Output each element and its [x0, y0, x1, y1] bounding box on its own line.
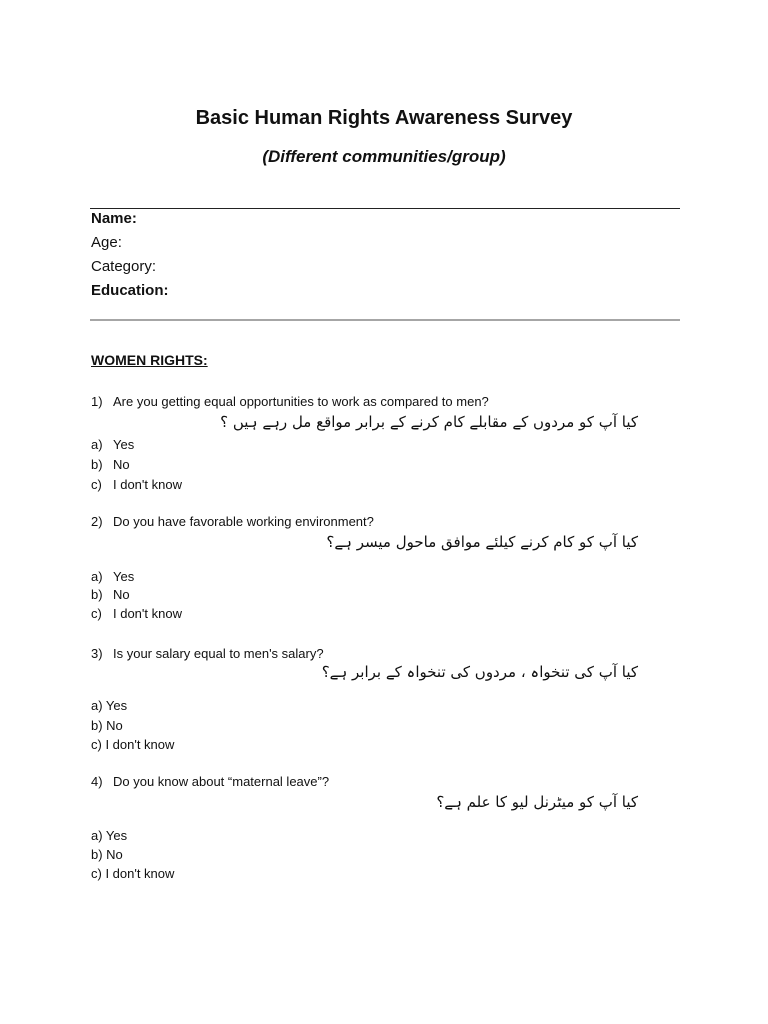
- name-field-label: Name:: [91, 210, 137, 227]
- question-3: [91, 646, 324, 661]
- question-3-option-c: c) I don't know: [91, 737, 175, 752]
- question-number: 2): [91, 514, 103, 529]
- category-field-label: Category:: [91, 258, 157, 275]
- question-4-urdu: کیا آپ کو میٹرنل لیو کا علم ہے؟: [436, 793, 638, 811]
- option-letter: a): [91, 569, 103, 584]
- question-number: 1): [91, 394, 103, 409]
- education-field-label: Education:: [91, 282, 169, 299]
- option-letter: a): [91, 437, 103, 452]
- option-letter: b): [91, 457, 103, 472]
- question-1-option-a: [91, 437, 134, 452]
- option-text: Yes: [113, 437, 135, 452]
- question-1-urdu: کیا آپ کو مردوں کے مقابلے کام کرنے کے برابر مواقع مل رہے ہیں ؟: [220, 413, 638, 431]
- question-3-option-b: b) No: [91, 718, 123, 733]
- question-2-option-a: [91, 569, 134, 584]
- question-1: [91, 394, 489, 409]
- question-3-urdu: کیا آپ کی تنخواہ ، مردوں کی تنخواہ کے برابر ہے؟: [321, 663, 638, 681]
- question-2-option-b: [91, 587, 130, 602]
- header-divider-top: [90, 208, 680, 209]
- option-text: Yes: [113, 569, 135, 584]
- age-field-label: Age:: [91, 234, 122, 251]
- question-2-urdu: کیا آپ کو کام کرنے کیلئے موافق ماحول میسر ہے؟: [326, 533, 638, 551]
- option-text: I don't know: [113, 606, 182, 621]
- question-2-option-c: [91, 606, 182, 621]
- option-text: I don't know: [113, 477, 182, 492]
- question-1-option-b: [91, 457, 130, 472]
- question-text: Do you know about “maternal leave”?: [113, 774, 330, 789]
- survey-subtitle: (Different communities/group): [262, 147, 506, 166]
- section-heading-women-rights: WOMEN RIGHTS:: [91, 352, 208, 368]
- question-4-option-a: a) Yes: [91, 828, 128, 843]
- question-number: 3): [91, 646, 103, 661]
- option-letter: c): [91, 477, 102, 492]
- question-4: [91, 774, 329, 789]
- option-letter: b): [91, 587, 103, 602]
- header-divider-bottom: [90, 319, 680, 321]
- question-1-option-c: [91, 477, 182, 492]
- question-text: Are you getting equal opportunities to work as compared to men?: [113, 394, 489, 409]
- question-4-option-c: c) I don't know: [91, 866, 175, 881]
- question-text: Is your salary equal to men's salary?: [113, 646, 324, 661]
- question-4-option-b: b) No: [91, 847, 123, 862]
- question-number: 4): [91, 774, 103, 789]
- question-3-option-a: a) Yes: [91, 698, 128, 713]
- question-text: Do you have favorable working environment?: [113, 514, 374, 529]
- option-text: No: [113, 587, 130, 602]
- option-text: No: [113, 457, 130, 472]
- survey-title: Basic Human Rights Awareness Survey: [195, 107, 573, 129]
- question-2: [91, 514, 374, 529]
- option-letter: c): [91, 606, 102, 621]
